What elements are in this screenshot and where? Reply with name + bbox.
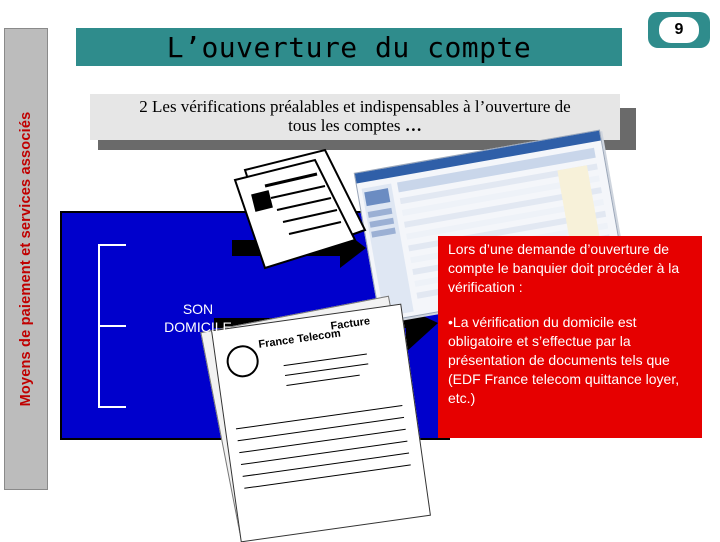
invoice-lines xyxy=(212,305,430,541)
subtitle-line-1: 2 Les vérifications préalables et indispensables à l’ouverture de xyxy=(139,97,571,116)
sidebar-title: Moyens de paiement et services associés xyxy=(18,111,34,407)
son-domicile-line-2: DOMICILE xyxy=(164,319,232,335)
invoice-doc-type: Facture xyxy=(329,315,371,333)
invoice-document-image xyxy=(211,304,431,542)
son-domicile-label xyxy=(138,300,258,336)
page-title: L’ouverture du compte xyxy=(166,30,532,64)
son-domicile-line-1: SON xyxy=(182,301,214,317)
newspaper-icon xyxy=(205,150,375,270)
page-number: 9 xyxy=(659,17,699,43)
subtitle-ellipsis: … xyxy=(404,116,422,135)
info-paragraph-2: •La vérification du domicile est obligatoire et s’effectue par la présentation de documents tels que (EDF France telecom quittance loyer, etc.) xyxy=(448,314,680,406)
info-paragraph-1: Lors d’une demande d’ouverture de compte le banquier doit procéder à la vérification : xyxy=(448,241,680,295)
invoice-brand: France Telecom xyxy=(257,327,342,351)
info-box xyxy=(438,236,702,438)
subtitle-line-2-text: tous les comptes xyxy=(288,116,405,135)
